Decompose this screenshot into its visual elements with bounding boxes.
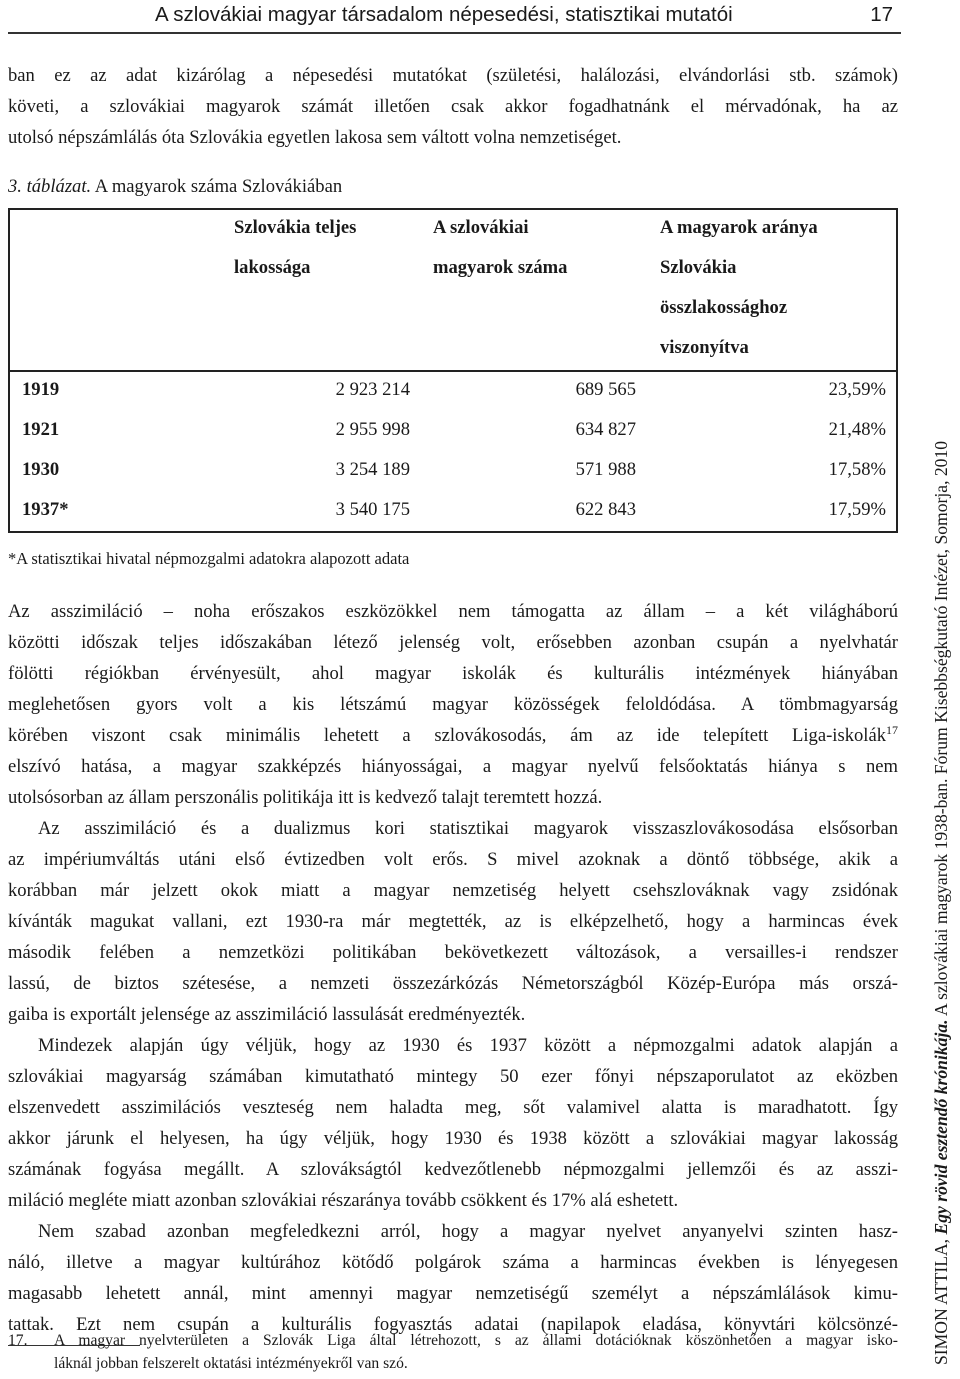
body-line: utolsósorban az állam perszonális politikája itt is kedvező talajt teremtett hozzá.	[8, 787, 603, 808]
body-line	[8, 720, 898, 751]
cell-year: 1930	[22, 459, 60, 480]
running-header	[8, 0, 901, 34]
cell-hungarians: 689 565	[575, 379, 636, 400]
cell-population: 3 540 175	[335, 499, 410, 520]
header-ratio-1: A magyarok aránya	[660, 217, 818, 238]
body-line: elszívó hatása, a magyar szakképzés hiányosságai, a magyar nyelvű felsőoktatás hiánya s nem	[8, 756, 898, 777]
side-citation-author: SIMON ATTILA,	[931, 1234, 951, 1365]
header-population-1: Szlovákia teljes	[234, 217, 357, 238]
intro-line-1: ban ez az adat kizárólag a népesedési mutatókat (születési, halálozási, elvándorlási stb. számok)	[8, 65, 898, 86]
footnote-number: 17.	[8, 1332, 28, 1349]
cell-hungarians: 622 843	[575, 499, 636, 520]
cell-population: 2 955 998	[335, 419, 410, 440]
footnote-line: A magyar nyelvterületen a Szlovák Liga által létrehozott, s az állami dotációknak köszönhetően a magyar isko-	[54, 1332, 898, 1349]
body-line: magasabb lehetett annál, mint amennyi magyar nemzetiségű személyt a népszámlálások kimu-	[8, 1283, 898, 1304]
body-line-text: körében viszont csak minimális lehetett a szlovákosodás, ám az ide telepített Liga-iskolák	[8, 725, 886, 746]
body-line: Nem szabad azonban megfeledkezni arról, hogy a magyar nyelvet anyanyelvi szinten hasz-	[38, 1221, 898, 1242]
table-border-left	[8, 208, 10, 533]
cell-population: 2 923 214	[335, 379, 410, 400]
body-line: korábban már jelzett okok miatt a magyar nemzetiség helyett csehszlováknak vagy zsidónak	[8, 880, 898, 901]
body-line: gaiba is exportált jelensége az asszimiláció lassulását eredményezték.	[8, 1004, 526, 1025]
side-citation-rest: A szlovákiai magyarok 1938-ban. Fórum Kisebbségkutató Intézet, Somorja, 2010	[931, 440, 951, 1020]
body-line: miláció megléte miatt azonban szlovákiai részaránya tovább csökkent és 17% alá eshetett.	[8, 1190, 679, 1211]
header-ratio-3: összlakossághoz	[660, 297, 788, 318]
body-line: az impériumváltás utáni első évtizedben volt erős. S mivel azoknak a döntő többsége, akik a	[8, 849, 898, 870]
cell-ratio: 21,48%	[828, 419, 886, 440]
body-line: elszenvedett asszimilációs veszteség nem haladta meg, sőt valamivel alatta is maradhatott. Így	[8, 1097, 898, 1118]
footnote-line: láknál jobban felszerelt oktatási intézményekről van szó.	[54, 1355, 408, 1372]
table-caption-text: A magyarok száma Szlovákiában	[91, 176, 343, 197]
header-hungarians-2: magyarok száma	[433, 257, 568, 278]
cell-hungarians: 571 988	[575, 459, 636, 480]
header-hungarians-1: A szlovákiai	[433, 217, 529, 238]
footnote-reference: 17	[886, 723, 898, 737]
header-ratio-2: Szlovákia	[660, 257, 737, 278]
side-citation	[926, 355, 956, 1365]
body-line: akkor járunk el helyesen, ha úgy véljük, hogy 1930 és 1938 között a szlovákiai magyar lakosság	[8, 1128, 898, 1149]
body-line: Mindezek alapján úgy véljük, hogy az 1930 és 1937 között a népmozgalmi adatok alapján a	[38, 1035, 898, 1056]
table-caption	[8, 172, 342, 202]
cell-year: 1937*	[22, 499, 69, 520]
body-line: közötti időszak teljes időszakában létező jelenség volt, erősebben azonban csupán a nyelvhatár	[8, 632, 898, 653]
body-line: náló, illetve a magyar kultúrához kötődő polgárok száma a harmincas években is lényegesen	[8, 1252, 898, 1273]
intro-line-3: utolsó népszámlálás óta Szlovákia egyetlen lakosa sem váltott volna nemzetiséget.	[8, 127, 622, 148]
body-line: lassú, de biztos szétesése, a nemzeti összezárkózás Németországból Közép-Európa más orszá-	[8, 973, 898, 994]
table-rule-bottom	[8, 531, 898, 533]
body-line: Az asszimiláció és a dualizmus kori statisztikai magyarok visszaszlovákosodása elsősorban	[38, 818, 898, 839]
population-table	[8, 208, 898, 533]
header-population-2: lakossága	[234, 257, 311, 278]
body-line: kívánták magukat vallani, ezt 1930-ra már megtették, az is elképzelhető, hogy a harmincas évek	[8, 911, 898, 932]
body-line: meglehetősen gyors volt a kis létszámú magyar közösségek feloldódása. A tömbmagyarság	[8, 694, 898, 715]
table-border-right	[896, 208, 898, 533]
cell-population: 3 254 189	[335, 459, 410, 480]
cell-ratio: 17,58%	[828, 459, 886, 480]
body-line: fölötti régiókban érvényesült, ahol magyar iskolák és kulturális intézmények hiányában	[8, 663, 898, 684]
cell-hungarians: 634 827	[575, 419, 636, 440]
table-caption-label: 3. táblázat.	[8, 176, 92, 197]
body-line: szlovákiai magyarság számában kimutatható mintegy 50 ezer főnyi népszaporulatot az eközben	[8, 1066, 898, 1087]
cell-ratio: 23,59%	[828, 379, 886, 400]
body-line: Az asszimiláció – noha erőszakos eszközökkel nem támogatta az állam – a két világháború	[8, 601, 898, 622]
body-line: második felében a nemzetközi politikában bekövetkezett változások, a versailles-i rendszer	[8, 942, 898, 963]
running-title: A szlovákiai magyar társadalom népesedési, statisztikai mutatói	[155, 3, 733, 26]
cell-ratio: 17,59%	[828, 499, 886, 520]
body-line: tattak. Ezt nem csupán a kulturális fogyasztás adatai (napilapok eladása, könyvtári kölcsönzé-	[8, 1309, 898, 1340]
body-line: számának fogyása megállt. A szlovákságtól kedvezőtlenebb népmozgalmi jellemzői és az asszi-	[8, 1159, 898, 1180]
side-citation-book-title: Egy rövid esztendő krónikája.	[931, 1019, 951, 1235]
page-number: 17	[870, 3, 893, 26]
table-note: *A statisztikai hivatal népmozgalmi adatokra alapozott adata	[8, 549, 410, 568]
cell-year: 1921	[22, 419, 60, 440]
footnote-text	[54, 1329, 898, 1375]
header-ratio-4: viszonyítva	[660, 337, 749, 358]
intro-line-2: követi, a szlovákiai magyarok számát illetően csak akkor fogadhatnánk el mérvadónak, ha az	[8, 96, 898, 117]
cell-year: 1919	[22, 379, 60, 400]
